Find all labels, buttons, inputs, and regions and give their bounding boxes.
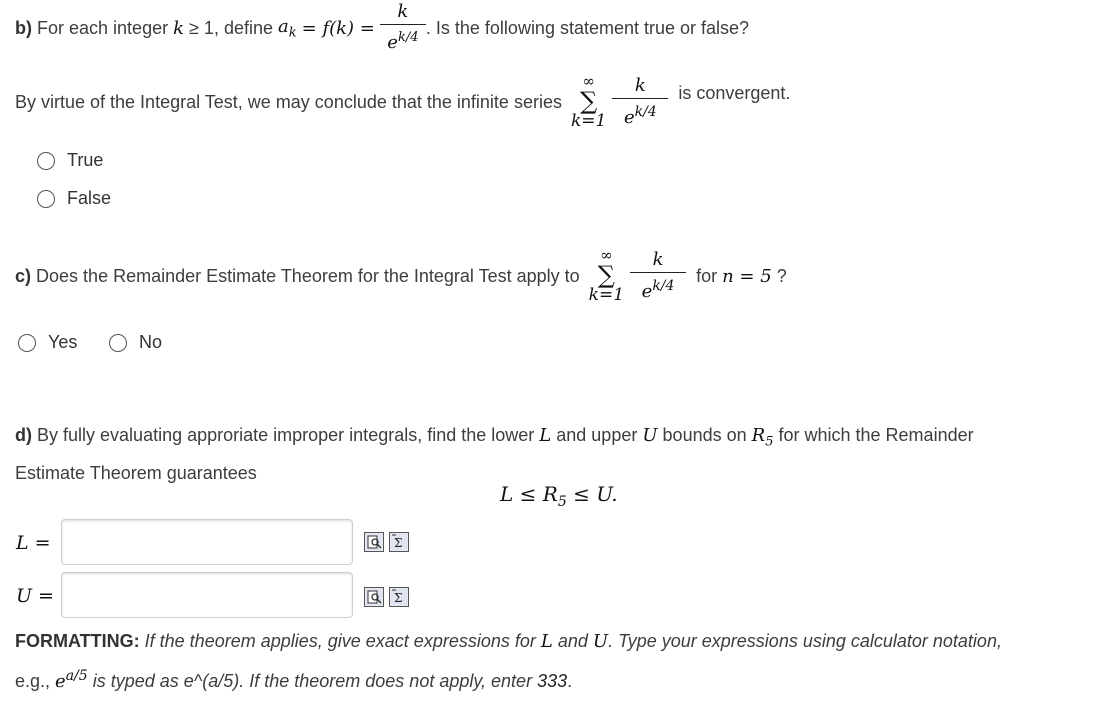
field-L-label: L =	[16, 532, 51, 554]
formatting-note	[15, 624, 1095, 699]
equation-editor-icon[interactable]	[389, 532, 409, 552]
sum-expression-c: ∞ ∑ k=1	[588, 246, 625, 305]
formatting-U: U	[592, 631, 609, 652]
formatting-333: 333	[537, 671, 568, 691]
part-d-label: d)	[15, 425, 32, 445]
part-b-question	[15, 0, 749, 56]
n-equals-5: n = 5	[722, 265, 772, 287]
part-c-for: for	[696, 265, 718, 286]
part-b-question-text: . Is the following statement true or false?	[425, 17, 750, 38]
option-false[interactable]	[37, 188, 111, 209]
part-b-statement	[15, 62, 790, 142]
equation-editor-icon[interactable]	[389, 587, 409, 607]
formatting-eg: e.g.,	[15, 671, 51, 691]
field-U-label: U =	[16, 585, 54, 607]
statement-text: By virtue of the Integral Test, we may conclude that the infinite series	[15, 91, 562, 112]
formatting-text-3: is typed as e^(a/5). If the theorem does not apply, enter	[92, 671, 533, 691]
preview-icon[interactable]	[364, 587, 384, 607]
statement-end: is convergent.	[678, 82, 791, 103]
option-yes-label: Yes	[48, 332, 78, 352]
part-d-text-1: By fully evaluating approriate improper integrals, find the lower	[37, 425, 535, 445]
series-fraction-c: $\frac{k}{e^{k/4}}$	[630, 249, 686, 304]
option-false-label: False	[67, 188, 112, 208]
part-c-label: c)	[15, 265, 32, 286]
radio-false[interactable]	[37, 190, 55, 208]
part-c-text: Does the Remainder Estimate Theorem for the Integral Test apply to	[36, 265, 580, 286]
series-fraction: $\frac{k}{e^{k/4}}$	[612, 75, 668, 130]
formatting-L: L	[540, 631, 553, 652]
formatting-period: .	[567, 671, 573, 691]
formatting-label: FORMATTING:	[15, 631, 140, 651]
R5-symbol: $R_5$	[751, 425, 774, 450]
part-c-question	[15, 236, 787, 316]
option-no[interactable]	[109, 332, 162, 353]
f-of-k: = f(k) =	[301, 17, 375, 39]
ge-one: ≥ 1, define	[189, 17, 273, 38]
L-symbol: L	[539, 425, 552, 446]
part-d-text-3: bounds on	[662, 425, 747, 445]
svg-text:Σ: Σ	[394, 536, 403, 550]
preview-icon[interactable]	[364, 532, 384, 552]
formatting-text-1: If the theorem applies, give exact expressions for	[144, 631, 536, 651]
answer-U-input[interactable]	[61, 572, 353, 618]
part-d-question	[15, 420, 1085, 488]
k-variable: k	[173, 17, 185, 39]
option-true-label: True	[67, 150, 104, 170]
svg-text:Σ: Σ	[394, 591, 403, 605]
inequality: $L \le R_5 \le U$.	[500, 482, 618, 510]
formatting-and: and	[557, 631, 588, 651]
option-no-label: No	[139, 332, 163, 352]
part-b-intro: For each integer	[37, 17, 169, 38]
U-symbol: U	[642, 425, 658, 446]
option-true[interactable]	[37, 150, 103, 171]
radio-no[interactable]	[109, 334, 127, 352]
part-d-text-2: and upper	[556, 425, 638, 445]
option-yes[interactable]	[18, 332, 77, 353]
formatting-expr: $e^{a/5}$	[55, 668, 88, 692]
radio-true[interactable]	[37, 152, 55, 170]
sum-expression: ∞ ∑ k=1	[570, 72, 607, 131]
answer-L-input[interactable]	[61, 519, 353, 565]
a-k-term: $a_k$	[278, 15, 297, 41]
part-d-text-4: for which the Remainder	[778, 425, 974, 445]
part-b-label: b)	[15, 17, 32, 38]
formatting-text-2: . Type your expressions using calculator notation,	[608, 631, 1002, 651]
part-c-qmark: ?	[776, 265, 787, 286]
radio-yes[interactable]	[18, 334, 36, 352]
part-d-text-5: Estimate Theorem guarantees	[15, 462, 257, 483]
ak-fraction: $\frac{k}{e^{k/4}}$	[380, 1, 426, 55]
